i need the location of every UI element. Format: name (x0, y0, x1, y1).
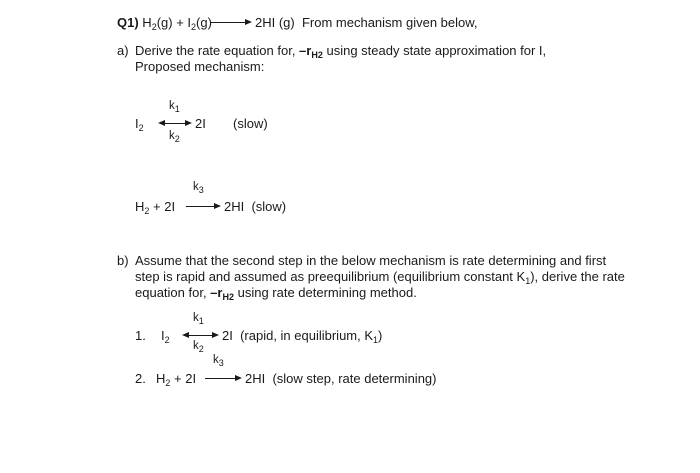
a-step1-product: 2I (195, 116, 206, 131)
a-step1-reactant: $I_2$ (135, 116, 144, 133)
b-step2-arrow (205, 378, 237, 379)
a-step1-note: (slow) (233, 116, 268, 131)
reaction-arrow (211, 22, 247, 23)
part-a-label: a) (117, 43, 129, 58)
b-step2-product: 2HI (slow step, rate determining) (245, 371, 437, 386)
b-step2-number: 2. (135, 371, 146, 386)
b-step2-reactant: $H_2 + 2I$ (156, 371, 197, 388)
part-b-line1: Assume that the second step in the below mechanism is rate determining and first (135, 253, 607, 268)
b-step1-k-forward: $k_1$ (193, 312, 204, 326)
b-step1-number: 1. (135, 328, 146, 343)
b-step1-arrow-head-right (212, 332, 219, 338)
a-step1-equilibrium-arrow (164, 123, 186, 124)
part-b-label: b) (117, 253, 129, 268)
a-step2-product: 2HI (slow) (224, 199, 287, 214)
part-b-line2: step is rapid and assumed as preequilibrium (equilibrium constant $K_1$), derive the rate (135, 269, 625, 286)
b-step1-reactant: $I_2$ (161, 328, 170, 345)
reaction-product: 2HI (g) From mechanism given below, (255, 15, 478, 30)
a-step1-k-forward: $k_1$ (169, 100, 180, 114)
a-step2-arrow (186, 206, 216, 207)
a-step2-k: $k_3$ (193, 181, 204, 195)
question-header (117, 15, 212, 30)
b-step1-equilibrium-arrow (188, 335, 213, 336)
question-tail: From mechanism given below, (301, 15, 478, 30)
rate-symbol: $-r_{H2}$ (299, 43, 323, 60)
reaction-arrow-head (245, 19, 252, 25)
b-step1-k-reverse: $k_2$ (193, 340, 204, 354)
rate-symbol-b: $-r_{H2}$ (210, 285, 234, 302)
part-a-line2: Proposed mechanism: (135, 59, 265, 74)
b-step2-k: $k_3$ (213, 354, 224, 368)
a-step1-arrow-head-right (185, 120, 192, 126)
part-a-line1: Derive the rate equation for, $-r_{H2}$ using steady state approximation for I, (135, 43, 547, 60)
a-step2-arrow-head (214, 203, 221, 209)
b-step2-arrow-head (235, 375, 242, 381)
a-step1-k-reverse: $k_2$ (169, 130, 180, 144)
reactant-h2: $H_2(g) + I_2(g)$ (142, 15, 212, 32)
b-step1-product: 2I (rapid, in equilibrium, $K_1$) (222, 328, 383, 345)
a-step2-reactant: $H_2 + 2I$ (135, 199, 176, 216)
question-number: Q1) (117, 15, 139, 30)
part-b-line3: equation for, $-r_{H2}$ using rate determining method. (135, 285, 417, 302)
